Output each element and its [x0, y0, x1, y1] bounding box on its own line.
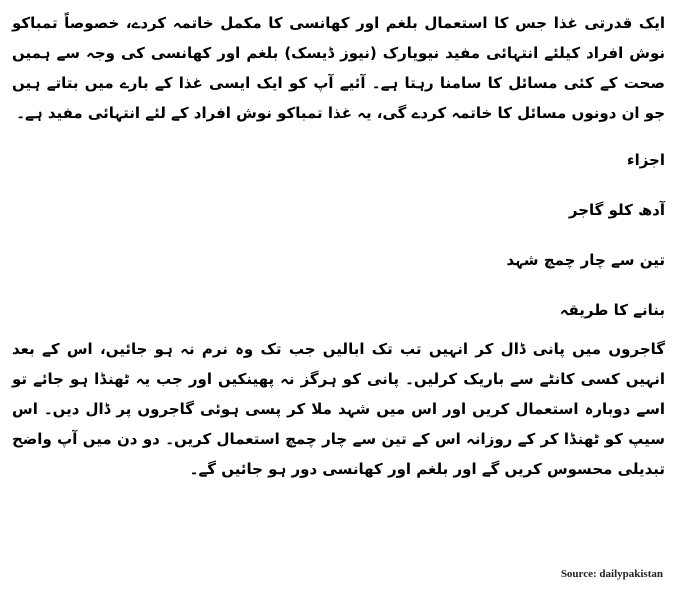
ingredients-heading: اجزاء — [626, 151, 665, 169]
source-credit: Source: dailypakistan — [560, 568, 663, 580]
intro-paragraph: ایک قدرتی غذا جس کا استعمال بلغم اور کھانسی کا مکمل خاتمہ کردے، خصوصاً تمباکو نوش افراد کیلئے انتہائی مفید نیویارک (نیوز ڈیسک) بلغم اور کھانسی کی وجہ سے ہمیں صحت کے کئی مسائل کا سامنا رہتا ہے۔ آئیے آپ کو ایک ایسی غذا کے بارے میں بتاتے ہیں جو ان دونوں مسائل کا خاتمہ کردے گی، یہ غذا تمباکو نوش افراد کے لئے انتہائی مفید ہے۔ — [12, 14, 665, 122]
method-paragraph: گاجروں میں پانی ڈال کر انہیں تب تک ابالیں جب تک وہ نرم نہ ہو جائیں، اس کے بعد انہیں کسی کانٹے سے باریک کرلیں۔ پانی کو ہرگز نہ پھینکیں اور جب یہ ٹھنڈا ہو جائے تو اسے دوبارہ استعمال کریں اور اس میں شہد ملا کر پسی ہوئی گاجروں پر ڈال دیں۔ اس سیپ کو ٹھنڈا کر کے روزانہ اس کے تین سے چار چمچ استعمال کریں۔ دو دن میں آپ واضح تبدیلی محسوس کریں گے اور بلغم اور کھانسی دور ہو جائیں گے۔ — [12, 340, 665, 478]
method-heading: بنانے کا طریقہ — [559, 301, 665, 319]
ingredient-item-honey: تین سے چار چمچ شہد — [506, 251, 665, 269]
ingredient-item-carrots: آدھ کلو گاجر — [568, 201, 665, 219]
